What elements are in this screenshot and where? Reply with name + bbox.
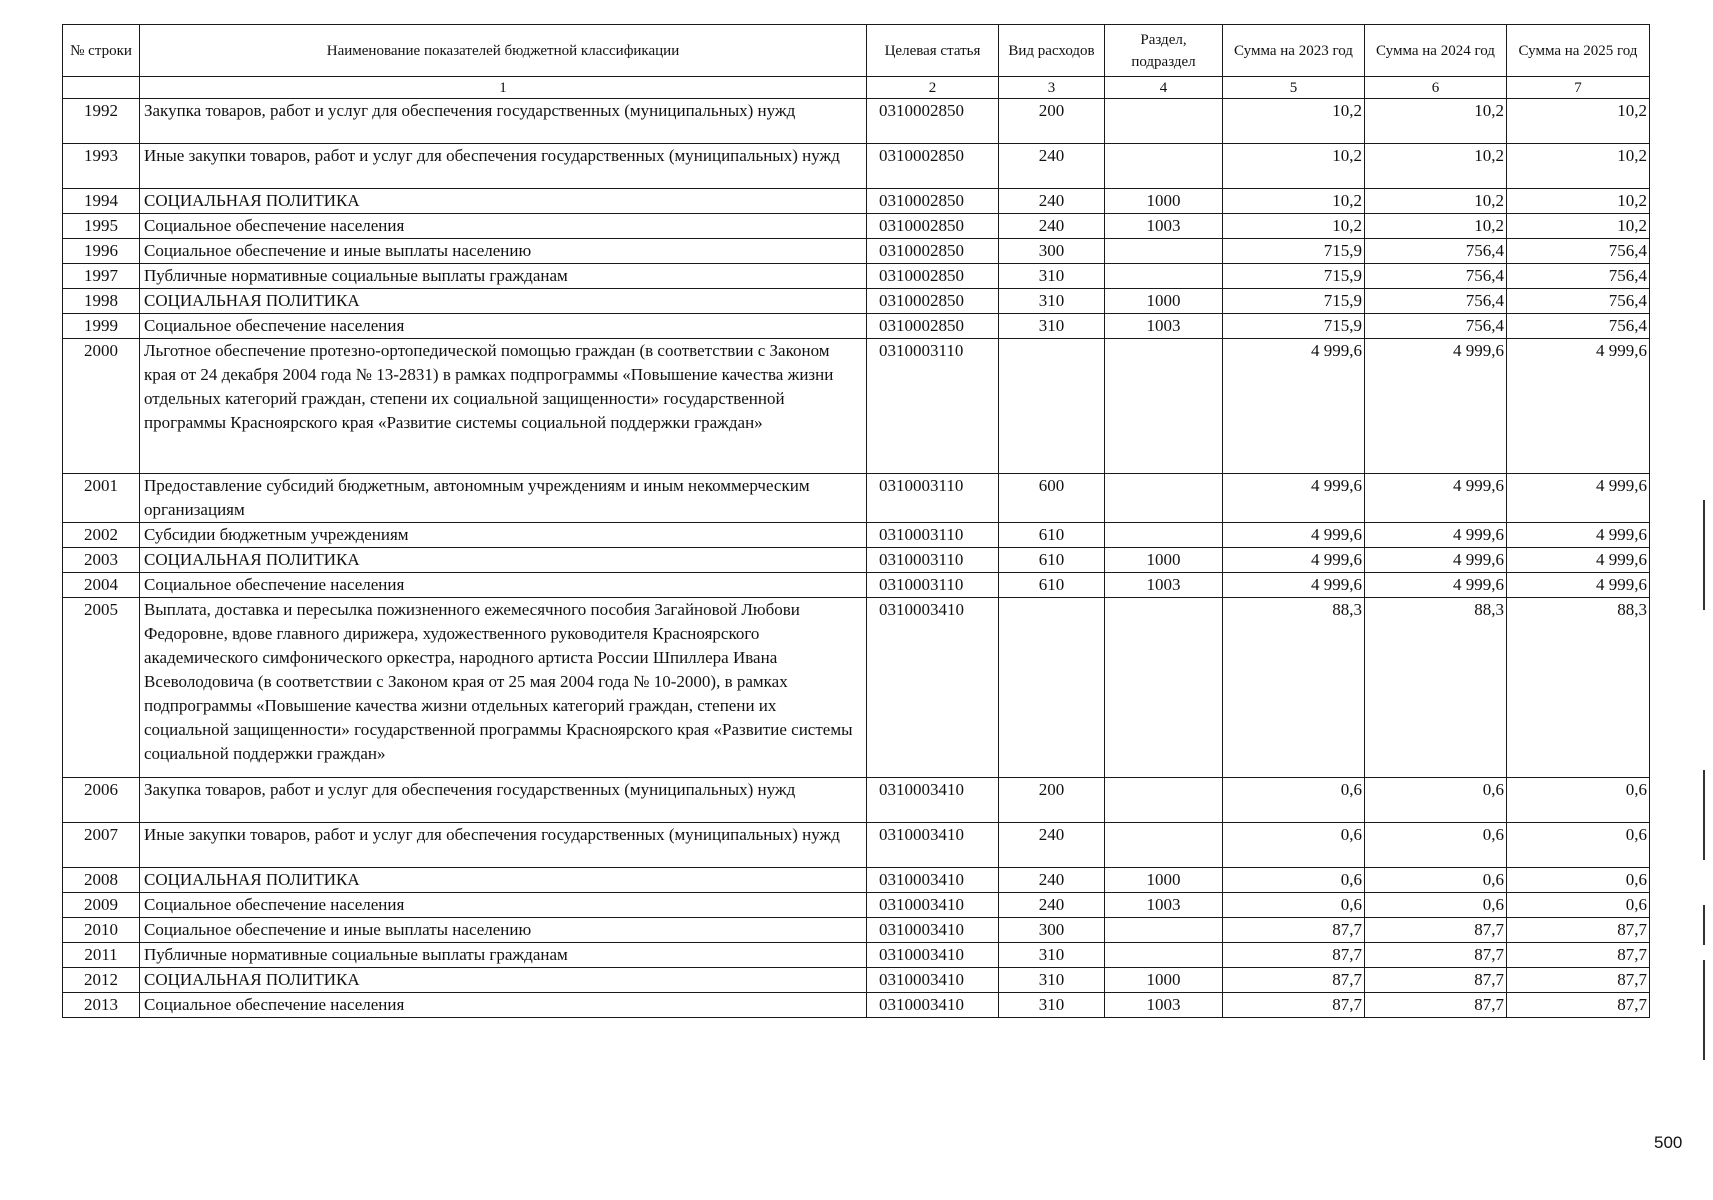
- row-sum-2023: 0,6: [1223, 823, 1365, 868]
- row-expense-type: 310: [999, 289, 1105, 314]
- table-row: [63, 214, 1650, 239]
- table-row: [63, 548, 1650, 573]
- row-number: 1999: [63, 314, 140, 339]
- row-sum-2025: 756,4: [1507, 289, 1650, 314]
- row-sum-2024: 10,2: [1365, 144, 1507, 189]
- row-section: 1000: [1105, 548, 1223, 573]
- row-name: СОЦИАЛЬНАЯ ПОЛИТИКА: [140, 189, 867, 214]
- row-target-article: 0310003410: [867, 598, 999, 778]
- row-sum-2024: 87,7: [1365, 918, 1507, 943]
- column-number: 4: [1105, 77, 1223, 99]
- row-sum-2023: 0,6: [1223, 868, 1365, 893]
- row-sum-2023: 87,7: [1223, 943, 1365, 968]
- row-section: 1003: [1105, 314, 1223, 339]
- row-sum-2023: 4 999,6: [1223, 474, 1365, 523]
- column-number: [63, 77, 140, 99]
- row-sum-2025: 756,4: [1507, 264, 1650, 289]
- table-row: [63, 264, 1650, 289]
- row-sum-2025: 756,4: [1507, 239, 1650, 264]
- row-expense-type: 310: [999, 314, 1105, 339]
- row-expense-type: [999, 598, 1105, 778]
- row-sum-2025: 0,6: [1507, 868, 1650, 893]
- scan-margin-mark: [1703, 770, 1705, 860]
- row-target-article: 0310003410: [867, 778, 999, 823]
- column-number: 1: [140, 77, 867, 99]
- table-row: [63, 99, 1650, 144]
- row-sum-2024: 756,4: [1365, 264, 1507, 289]
- row-name: Льготное обеспечение протезно-ортопедической помощью граждан (в соответствии с Законом края от 24 декабря 2004 года № 13-2831) в рамках подпрограммы «Повышение качества жизни отдельных категорий граждан, степени их социальной защищенности» государственной программы Красноярского края «Развитие системы социальной поддержки граждан»: [140, 339, 867, 474]
- row-sum-2025: 0,6: [1507, 823, 1650, 868]
- row-name: Выплата, доставка и пересылка пожизненного ежемесячного пособия Загайновой Любови Федоровне, вдове главного дирижера, художественного руководителя Красноярского академического симфонического оркестра, народного артиста России Шпиллера Ивана Всеволодовича (в соответствии с Законом края от 25 мая 2004 года № 10-2000), в рамках подпрограммы «Повышение качества жизни отдельных категорий граждан, степени их социальной защищенности» государственной программы Красноярского края «Развитие системы социальной поддержки граждан»: [140, 598, 867, 778]
- row-sum-2024: 4 999,6: [1365, 573, 1507, 598]
- row-expense-type: 310: [999, 264, 1105, 289]
- header-row-no: № строки: [63, 25, 140, 77]
- row-sum-2023: 715,9: [1223, 289, 1365, 314]
- row-section: 1000: [1105, 289, 1223, 314]
- row-expense-type: [999, 339, 1105, 474]
- table-row: [63, 523, 1650, 548]
- row-section: [1105, 339, 1223, 474]
- row-name: Закупка товаров, работ и услуг для обеспечения государственных (муниципальных) нужд: [140, 99, 867, 144]
- row-sum-2025: 87,7: [1507, 943, 1650, 968]
- row-name: Социальное обеспечение и иные выплаты населению: [140, 918, 867, 943]
- row-sum-2024: 4 999,6: [1365, 523, 1507, 548]
- row-sum-2023: 10,2: [1223, 189, 1365, 214]
- table-row: [63, 993, 1650, 1018]
- header-sum-2024: Сумма на 2024 год: [1365, 25, 1507, 77]
- row-name: Иные закупки товаров, работ и услуг для обеспечения государственных (муниципальных) нужд: [140, 144, 867, 189]
- row-section: 1000: [1105, 968, 1223, 993]
- row-section: [1105, 943, 1223, 968]
- header-sum-2023: Сумма на 2023 год: [1223, 25, 1365, 77]
- row-number: 1992: [63, 99, 140, 144]
- row-sum-2025: 756,4: [1507, 314, 1650, 339]
- row-sum-2023: 715,9: [1223, 314, 1365, 339]
- row-expense-type: 600: [999, 474, 1105, 523]
- row-target-article: 0310003410: [867, 943, 999, 968]
- table-row: [63, 314, 1650, 339]
- row-name: Социальное обеспечение населения: [140, 214, 867, 239]
- row-sum-2023: 715,9: [1223, 239, 1365, 264]
- row-expense-type: 240: [999, 868, 1105, 893]
- table-row: [63, 289, 1650, 314]
- row-target-article: 0310003410: [867, 823, 999, 868]
- row-target-article: 0310003410: [867, 968, 999, 993]
- row-name: Субсидии бюджетным учреждениям: [140, 523, 867, 548]
- row-section: [1105, 918, 1223, 943]
- row-number: 2004: [63, 573, 140, 598]
- row-sum-2023: 0,6: [1223, 893, 1365, 918]
- row-number: 2006: [63, 778, 140, 823]
- row-sum-2025: 4 999,6: [1507, 573, 1650, 598]
- row-sum-2024: 87,7: [1365, 943, 1507, 968]
- row-number: 1996: [63, 239, 140, 264]
- row-name: СОЦИАЛЬНАЯ ПОЛИТИКА: [140, 868, 867, 893]
- row-number: 1997: [63, 264, 140, 289]
- row-sum-2024: 88,3: [1365, 598, 1507, 778]
- row-expense-type: 310: [999, 968, 1105, 993]
- row-sum-2023: 10,2: [1223, 144, 1365, 189]
- row-sum-2024: 87,7: [1365, 968, 1507, 993]
- row-sum-2025: 88,3: [1507, 598, 1650, 778]
- header-row: [63, 25, 1650, 77]
- row-target-article: 0310003110: [867, 548, 999, 573]
- row-sum-2025: 10,2: [1507, 144, 1650, 189]
- row-sum-2023: 4 999,6: [1223, 339, 1365, 474]
- row-sum-2024: 10,2: [1365, 189, 1507, 214]
- row-target-article: 0310002850: [867, 264, 999, 289]
- row-section: 1000: [1105, 189, 1223, 214]
- header-name: Наименование показателей бюджетной классификации: [140, 25, 867, 77]
- row-section: [1105, 474, 1223, 523]
- row-number: 1994: [63, 189, 140, 214]
- page-number: 500: [1654, 1133, 1683, 1152]
- row-section: 1003: [1105, 993, 1223, 1018]
- row-name: Публичные нормативные социальные выплаты гражданам: [140, 943, 867, 968]
- table-row: [63, 239, 1650, 264]
- row-section: [1105, 99, 1223, 144]
- row-section: [1105, 523, 1223, 548]
- row-name: Публичные нормативные социальные выплаты гражданам: [140, 264, 867, 289]
- row-sum-2024: 0,6: [1365, 868, 1507, 893]
- scan-margin-mark: [1703, 960, 1705, 1060]
- row-expense-type: 310: [999, 943, 1105, 968]
- row-sum-2023: 4 999,6: [1223, 573, 1365, 598]
- scan-margin-mark: [1703, 905, 1705, 945]
- row-expense-type: 240: [999, 189, 1105, 214]
- row-name: СОЦИАЛЬНАЯ ПОЛИТИКА: [140, 968, 867, 993]
- row-expense-type: 200: [999, 99, 1105, 144]
- row-sum-2025: 4 999,6: [1507, 548, 1650, 573]
- row-number: 2009: [63, 893, 140, 918]
- row-expense-type: 300: [999, 239, 1105, 264]
- table-row: [63, 573, 1650, 598]
- row-sum-2023: 715,9: [1223, 264, 1365, 289]
- table-row: [63, 144, 1650, 189]
- row-number: 2000: [63, 339, 140, 474]
- row-sum-2024: 4 999,6: [1365, 339, 1507, 474]
- row-sum-2023: 4 999,6: [1223, 523, 1365, 548]
- row-name: Предоставление субсидий бюджетным, автономным учреждениям и иным некоммерческим организациям: [140, 474, 867, 523]
- row-expense-type: 310: [999, 993, 1105, 1018]
- row-sum-2024: 756,4: [1365, 289, 1507, 314]
- header-section: Раздел, подраздел: [1105, 25, 1223, 77]
- row-target-article: 0310002850: [867, 314, 999, 339]
- row-name: Иные закупки товаров, работ и услуг для обеспечения государственных (муниципальных) нужд: [140, 823, 867, 868]
- row-name: Социальное обеспечение населения: [140, 993, 867, 1018]
- row-number: 2007: [63, 823, 140, 868]
- row-sum-2024: 4 999,6: [1365, 548, 1507, 573]
- row-section: [1105, 239, 1223, 264]
- row-target-article: 0310003110: [867, 474, 999, 523]
- row-sum-2023: 87,7: [1223, 918, 1365, 943]
- row-name: СОЦИАЛЬНАЯ ПОЛИТИКА: [140, 548, 867, 573]
- row-sum-2025: 4 999,6: [1507, 339, 1650, 474]
- row-target-article: 0310003110: [867, 339, 999, 474]
- row-name: Закупка товаров, работ и услуг для обеспечения государственных (муниципальных) нужд: [140, 778, 867, 823]
- row-sum-2023: 87,7: [1223, 968, 1365, 993]
- row-target-article: 0310003410: [867, 993, 999, 1018]
- row-section: 1003: [1105, 214, 1223, 239]
- row-sum-2025: 10,2: [1507, 99, 1650, 144]
- row-expense-type: 610: [999, 573, 1105, 598]
- row-number: 2005: [63, 598, 140, 778]
- row-sum-2023: 88,3: [1223, 598, 1365, 778]
- row-name: Социальное обеспечение и иные выплаты населению: [140, 239, 867, 264]
- table-row: [63, 598, 1650, 778]
- header-sum-2025: Сумма на 2025 год: [1507, 25, 1650, 77]
- column-number-row: [63, 77, 1650, 99]
- column-number: 3: [999, 77, 1105, 99]
- row-sum-2024: 0,6: [1365, 893, 1507, 918]
- row-expense-type: 610: [999, 548, 1105, 573]
- row-sum-2025: 4 999,6: [1507, 523, 1650, 548]
- row-target-article: 0310002850: [867, 189, 999, 214]
- row-sum-2025: 87,7: [1507, 918, 1650, 943]
- row-target-article: 0310002850: [867, 239, 999, 264]
- row-target-article: 0310003410: [867, 893, 999, 918]
- row-number: 2003: [63, 548, 140, 573]
- row-sum-2025: 10,2: [1507, 189, 1650, 214]
- table-body: [63, 99, 1650, 1018]
- row-number: 2013: [63, 993, 140, 1018]
- row-target-article: 0310003110: [867, 573, 999, 598]
- row-section: [1105, 598, 1223, 778]
- column-number: 6: [1365, 77, 1507, 99]
- row-number: 1995: [63, 214, 140, 239]
- row-sum-2023: 0,6: [1223, 778, 1365, 823]
- row-sum-2023: 4 999,6: [1223, 548, 1365, 573]
- table-row: [63, 474, 1650, 523]
- row-sum-2024: 87,7: [1365, 993, 1507, 1018]
- table-row: [63, 868, 1650, 893]
- row-target-article: 0310002850: [867, 214, 999, 239]
- table-row: [63, 968, 1650, 993]
- table-row: [63, 943, 1650, 968]
- row-section: [1105, 778, 1223, 823]
- table-row: [63, 918, 1650, 943]
- row-name: Социальное обеспечение населения: [140, 573, 867, 598]
- row-expense-type: 610: [999, 523, 1105, 548]
- table-row: [63, 893, 1650, 918]
- row-sum-2024: 4 999,6: [1365, 474, 1507, 523]
- row-section: [1105, 823, 1223, 868]
- row-number: 2011: [63, 943, 140, 968]
- row-name: Социальное обеспечение населения: [140, 893, 867, 918]
- row-target-article: 0310002850: [867, 144, 999, 189]
- row-number: 1993: [63, 144, 140, 189]
- row-section: 1003: [1105, 573, 1223, 598]
- row-sum-2025: 87,7: [1507, 993, 1650, 1018]
- row-sum-2024: 756,4: [1365, 314, 1507, 339]
- row-number: 1998: [63, 289, 140, 314]
- row-sum-2023: 10,2: [1223, 214, 1365, 239]
- row-expense-type: 240: [999, 893, 1105, 918]
- row-section: 1000: [1105, 868, 1223, 893]
- row-sum-2025: 0,6: [1507, 893, 1650, 918]
- row-expense-type: 300: [999, 918, 1105, 943]
- row-sum-2023: 87,7: [1223, 993, 1365, 1018]
- row-name: Социальное обеспечение населения: [140, 314, 867, 339]
- row-target-article: 0310003410: [867, 868, 999, 893]
- row-expense-type: 200: [999, 778, 1105, 823]
- row-target-article: 0310003110: [867, 523, 999, 548]
- row-sum-2024: 10,2: [1365, 214, 1507, 239]
- table-row: [63, 189, 1650, 214]
- budget-table: [62, 24, 1650, 1018]
- row-sum-2024: 0,6: [1365, 823, 1507, 868]
- row-expense-type: 240: [999, 214, 1105, 239]
- row-number: 2010: [63, 918, 140, 943]
- row-section: [1105, 264, 1223, 289]
- row-section: [1105, 144, 1223, 189]
- row-number: 2012: [63, 968, 140, 993]
- row-number: 2001: [63, 474, 140, 523]
- row-sum-2024: 10,2: [1365, 99, 1507, 144]
- row-target-article: 0310003410: [867, 918, 999, 943]
- header-target-article: Целевая статья: [867, 25, 999, 77]
- column-number: 7: [1507, 77, 1650, 99]
- header-expense-type: Вид расходов: [999, 25, 1105, 77]
- row-number: 2008: [63, 868, 140, 893]
- row-sum-2025: 0,6: [1507, 778, 1650, 823]
- row-sum-2024: 0,6: [1365, 778, 1507, 823]
- row-target-article: 0310002850: [867, 289, 999, 314]
- row-sum-2025: 87,7: [1507, 968, 1650, 993]
- table-row: [63, 823, 1650, 868]
- row-number: 2002: [63, 523, 140, 548]
- row-section: 1003: [1105, 893, 1223, 918]
- row-expense-type: 240: [999, 823, 1105, 868]
- row-sum-2025: 10,2: [1507, 214, 1650, 239]
- row-sum-2024: 756,4: [1365, 239, 1507, 264]
- table-row: [63, 339, 1650, 474]
- column-number: 5: [1223, 77, 1365, 99]
- table-row: [63, 778, 1650, 823]
- row-expense-type: 240: [999, 144, 1105, 189]
- column-number: 2: [867, 77, 999, 99]
- row-sum-2025: 4 999,6: [1507, 474, 1650, 523]
- row-name: СОЦИАЛЬНАЯ ПОЛИТИКА: [140, 289, 867, 314]
- row-sum-2023: 10,2: [1223, 99, 1365, 144]
- scan-margin-mark: [1703, 500, 1705, 610]
- row-target-article: 0310002850: [867, 99, 999, 144]
